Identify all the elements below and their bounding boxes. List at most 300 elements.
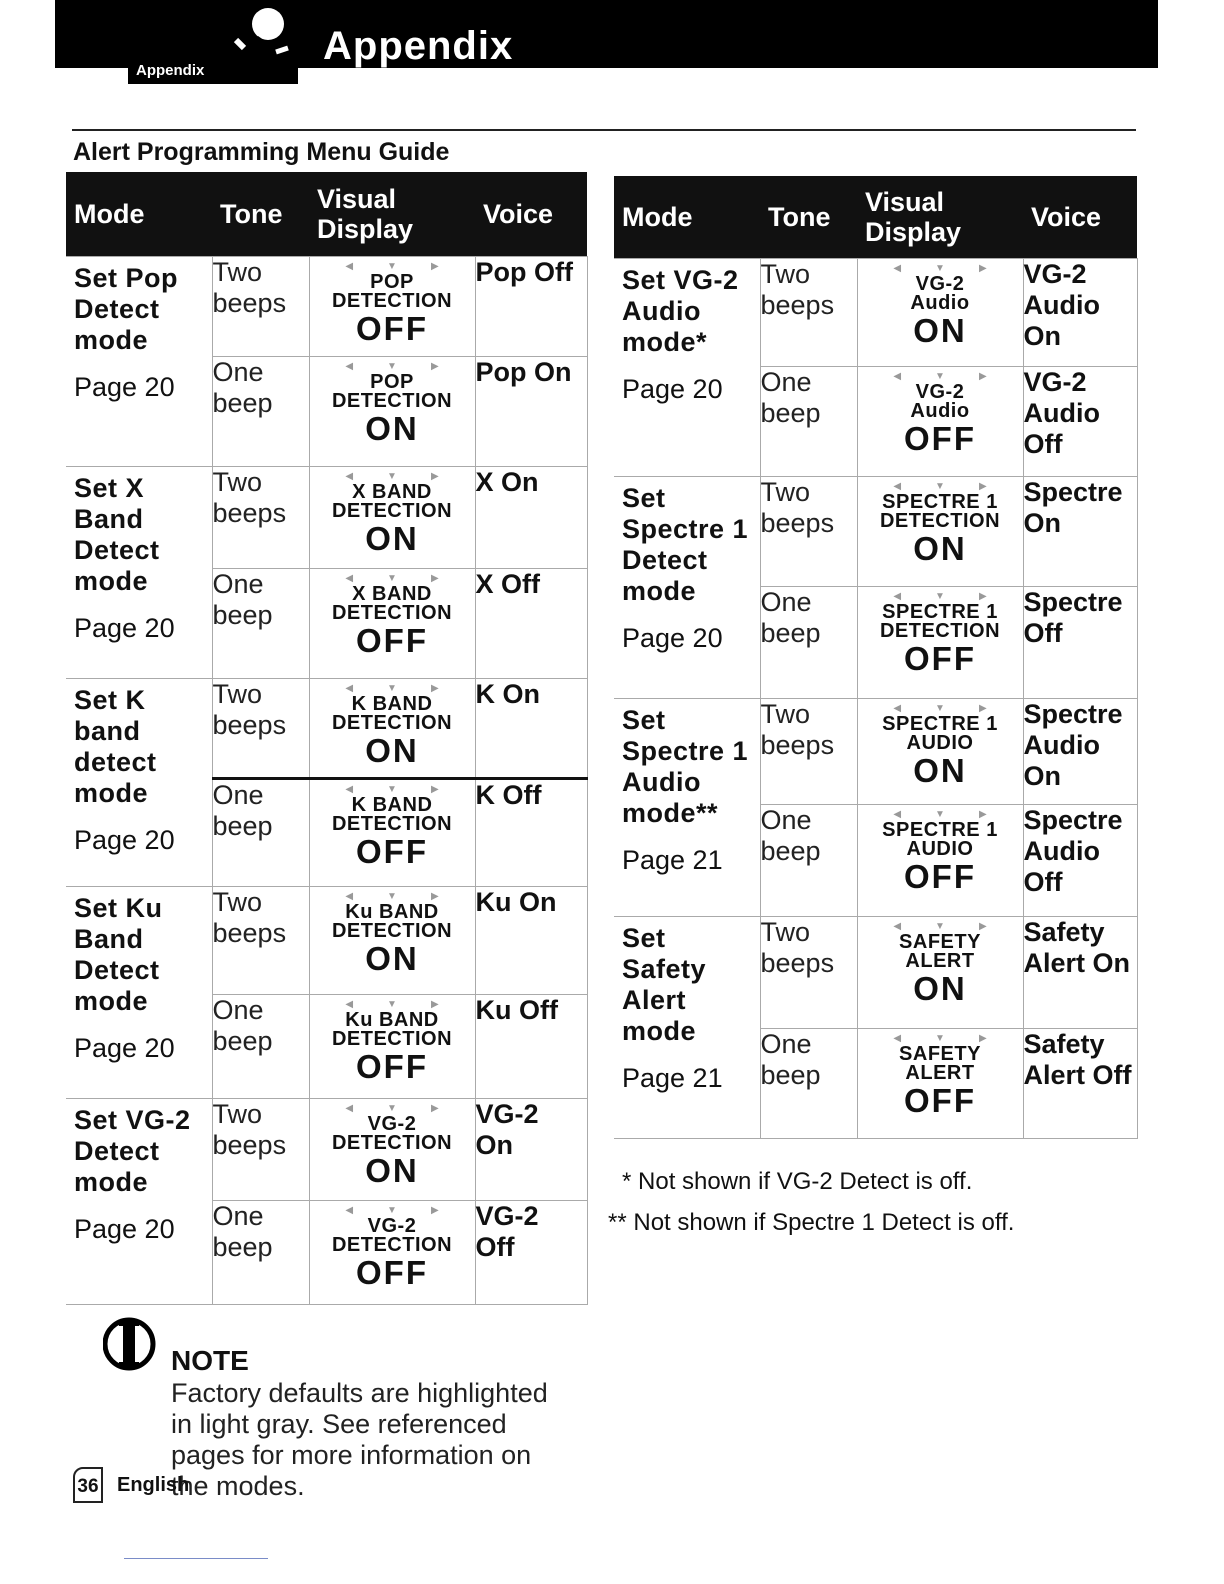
mode-name-line: mode (74, 565, 149, 596)
visual-display-cell (857, 916, 1023, 1028)
mode-cell (66, 678, 212, 886)
right-arrow-icon: ▶ (978, 590, 987, 602)
display-label-line: DETECTION (331, 601, 453, 624)
display-label-line: K BAND (351, 692, 433, 715)
tone-cell (760, 366, 857, 476)
voice-cell (475, 356, 587, 466)
voice-cell (475, 466, 587, 568)
visual-display-cell (857, 366, 1023, 476)
display-label-line: Ku BAND (345, 1008, 439, 1031)
display-label-line: SPECTRE 1 (882, 818, 998, 841)
display-state: OFF (356, 1253, 428, 1291)
visual-display-cell (857, 258, 1023, 366)
note-icon (103, 1316, 159, 1376)
col-visual-line1: Visual (317, 183, 397, 214)
tone-line: Two (212, 678, 263, 709)
mode-page-ref: Page 20 (74, 371, 175, 402)
voice-cell (475, 994, 587, 1098)
mode-name-line: Audio (622, 766, 701, 797)
right-arrow-icon: ▶ (430, 783, 439, 795)
mode-name (622, 923, 752, 1047)
footnote-mark: ** (608, 1209, 627, 1236)
display-label-line: VG-2 (367, 1112, 417, 1135)
visual-display-cell (309, 356, 475, 466)
voice-line: X On (475, 466, 539, 497)
mode-page-ref: Page 20 (622, 373, 723, 404)
mode-name-line: Set (622, 704, 666, 735)
right-arrow-icon: ▶ (430, 682, 439, 694)
display-label-line: DETECTION (331, 289, 453, 312)
visual-display-cell (857, 476, 1023, 586)
right-arrow-icon: ▶ (978, 808, 987, 820)
voice-line: Alert Off (1023, 1059, 1132, 1090)
display-label-line: POP (370, 370, 414, 393)
table-row (66, 1098, 587, 1200)
display-state: OFF (904, 857, 976, 895)
tone-line: One (760, 366, 812, 397)
mode-name-line: Set (622, 482, 666, 513)
table-row (614, 916, 1137, 1028)
mode-cell (614, 476, 760, 698)
display-state: ON (913, 751, 967, 789)
display-label-line: DETECTION (879, 619, 1001, 642)
left-arrow-icon: ◀ (893, 262, 902, 274)
tone-line: One (760, 586, 812, 617)
footnote-mark: * (622, 1168, 632, 1195)
down-arrow-icon: ▼ (387, 998, 397, 1010)
footnote-text: Not shown if VG-2 Detect is off. (638, 1168, 973, 1195)
down-arrow-icon: ▼ (387, 1204, 397, 1216)
tone-line: One (212, 1200, 264, 1231)
display-label-line: SAFETY (899, 930, 981, 953)
voice-cell (1023, 366, 1137, 476)
mode-name-line: Detect (74, 534, 160, 565)
left-arrow-icon: ◀ (345, 890, 354, 902)
tone-line: One (760, 1028, 812, 1059)
tone-line: One (212, 356, 264, 387)
col-tone: Tone (760, 176, 857, 258)
tone-line: beeps (212, 287, 287, 318)
down-arrow-icon: ▼ (387, 572, 397, 584)
bottom-divider (124, 1558, 268, 1559)
display-label-line: SPECTRE 1 (882, 712, 998, 735)
tone-cell (212, 256, 309, 356)
note-heading: NOTE (171, 1345, 249, 1376)
right-arrow-icon: ▶ (430, 890, 439, 902)
display-label-line: ALERT (905, 1061, 975, 1084)
display-label-line: POP (370, 270, 414, 293)
tone-line: beep (212, 599, 273, 630)
mode-name-line: Set Safety (622, 922, 707, 984)
mode-name-line: Detect (622, 544, 708, 575)
display-state: OFF (356, 309, 428, 347)
table-header-row (614, 176, 1137, 258)
tone-cell (760, 1028, 857, 1138)
display-label-line: VG-2 (915, 380, 965, 403)
voice-line: On (475, 1129, 513, 1160)
col-mode: Mode (614, 176, 760, 258)
tone-line: beep (212, 387, 273, 418)
right-arrow-icon: ▶ (978, 920, 987, 932)
tone-line: One (760, 804, 812, 835)
mode-name-line: Set VG-2 (74, 1104, 191, 1135)
display-state: ON (365, 519, 419, 557)
voice-line: VG-2 (1023, 366, 1087, 397)
display-state: ON (913, 311, 967, 349)
display-state: OFF (904, 639, 976, 677)
mode-name-line: Audio (622, 295, 701, 326)
voice-line: Ku On (475, 886, 557, 917)
mode-name (74, 685, 204, 809)
display-label-line: SAFETY (899, 1042, 981, 1065)
mode-name-line: Set K band (74, 684, 146, 746)
tone-line: beeps (760, 289, 835, 320)
tone-line: beeps (212, 497, 287, 528)
down-arrow-icon: ▼ (935, 1032, 945, 1044)
mode-name-line: detect (74, 746, 157, 777)
left-arrow-icon: ◀ (893, 480, 902, 492)
left-arrow-icon: ◀ (893, 808, 902, 820)
visual-display-cell (309, 256, 475, 356)
visual-display-cell (309, 1098, 475, 1200)
display-state: ON (913, 529, 967, 567)
tone-cell (212, 994, 309, 1098)
voice-cell (475, 1200, 587, 1304)
mode-name (622, 265, 752, 358)
voice-line: VG-2 (475, 1200, 539, 1231)
mode-cell (66, 886, 212, 1098)
tone-line: Two (212, 256, 263, 287)
mode-name-line: Alert mode (622, 984, 697, 1046)
mode-name (74, 473, 204, 597)
col-visual-line2: Display (865, 216, 962, 247)
tone-cell (212, 886, 309, 994)
voice-line: Off (475, 1231, 515, 1262)
note-body: Factory defaults are highlighted in light gray. See referenced pages for more information on the modes. (171, 1378, 548, 1501)
mode-name-line: Detect (74, 293, 160, 324)
display-label-line: DETECTION (331, 1233, 453, 1256)
voice-cell (1023, 586, 1137, 698)
voice-line: VG-2 (1023, 258, 1087, 289)
display-label-line: X BAND (352, 582, 432, 605)
voice-cell (475, 886, 587, 994)
voice-cell (1023, 916, 1137, 1028)
voice-line: VG-2 (475, 1098, 539, 1129)
section-tab: Appendix (128, 58, 298, 84)
tone-cell (212, 678, 309, 778)
left-arrow-icon: ◀ (345, 260, 354, 272)
left-arrow-icon: ◀ (345, 998, 354, 1010)
voice-line: Audio Off (1023, 835, 1100, 897)
tone-line: beep (212, 1231, 273, 1262)
mode-name-line: mode (74, 985, 149, 1016)
down-arrow-icon: ▼ (935, 702, 945, 714)
guide-title: Alert Programming Menu Guide (73, 138, 450, 166)
visual-display-cell (309, 568, 475, 678)
mode-page-ref: Page 21 (622, 1062, 723, 1093)
voice-line: Off (1023, 617, 1063, 648)
voice-line: Audio Off (1023, 397, 1100, 459)
voice-cell (1023, 258, 1137, 366)
right-arrow-icon: ▶ (978, 262, 987, 274)
tone-line: One (212, 994, 264, 1025)
voice-line: K On (475, 678, 540, 709)
col-visual-line2: Display (317, 213, 414, 244)
mode-name (622, 705, 752, 829)
down-arrow-icon: ▼ (935, 370, 945, 382)
mode-name (622, 483, 752, 607)
voice-cell (475, 1098, 587, 1200)
left-arrow-icon: ◀ (345, 572, 354, 584)
voice-line: K Off (475, 779, 542, 810)
voice-cell (1023, 476, 1137, 586)
voice-line: Ku Off (475, 994, 558, 1025)
mode-name-line: Set VG-2 (622, 264, 739, 295)
mode-cell (614, 916, 760, 1138)
mode-name-line: Detect (74, 954, 160, 985)
display-label-line: DETECTION (331, 389, 453, 412)
mode-cell (66, 256, 212, 466)
down-arrow-icon: ▼ (387, 470, 397, 482)
display-label-line: VG-2 (367, 1214, 417, 1237)
display-state: OFF (904, 419, 976, 457)
left-arrow-icon: ◀ (893, 702, 902, 714)
tone-cell (212, 466, 309, 568)
down-arrow-icon: ▼ (935, 920, 945, 932)
footnote-spectre (608, 1209, 1014, 1237)
display-state: ON (365, 731, 419, 769)
table-row (614, 698, 1137, 804)
col-voice: Voice (475, 172, 587, 256)
voice-line: Spectre (1023, 476, 1123, 507)
visual-display-cell (857, 586, 1023, 698)
display-label-line: Ku BAND (345, 900, 439, 923)
display-label-line: SPECTRE 1 (882, 490, 998, 513)
voice-line: Safety (1023, 916, 1105, 947)
tone-line: Two (760, 476, 811, 507)
display-state: OFF (356, 621, 428, 659)
display-label-line: X BAND (352, 480, 432, 503)
mode-page-ref: Page 21 (622, 844, 723, 875)
tone-line: Two (212, 466, 263, 497)
table-header-row (66, 172, 587, 256)
mode-name (74, 893, 204, 1017)
voice-line: Spectre (1023, 804, 1123, 835)
mode-name-line: Spectre 1 (622, 735, 749, 766)
tone-line: beep (760, 835, 821, 866)
mode-page-ref: Page 20 (74, 1213, 175, 1244)
mode-name-line: Set Ku (74, 892, 163, 923)
display-label-line: DETECTION (331, 812, 453, 835)
right-alert-table (614, 176, 1138, 1139)
appendix-icon (228, 2, 298, 62)
tone-line: Two (760, 258, 811, 289)
tone-line: beeps (212, 709, 287, 740)
tone-line: beep (212, 810, 273, 841)
visual-display-cell (309, 1200, 475, 1304)
voice-line: Spectre (1023, 698, 1123, 729)
footnote-text: Not shown if Spectre 1 Detect is off. (633, 1209, 1015, 1236)
visual-display-cell (309, 778, 475, 886)
tone-line: beep (760, 617, 821, 648)
down-arrow-icon: ▼ (387, 783, 397, 795)
voice-line: Pop Off (475, 256, 573, 287)
display-label-line: VG-2 (915, 272, 965, 295)
table-row (66, 678, 587, 778)
down-arrow-icon: ▼ (387, 682, 397, 694)
voice-line: Safety (1023, 1028, 1105, 1059)
mode-name-line: mode* (622, 326, 708, 357)
voice-cell (475, 256, 587, 356)
page-language: English (117, 1474, 190, 1496)
col-voice: Voice (1023, 176, 1137, 258)
col-visual-display (857, 176, 1023, 258)
tone-line: beeps (212, 1129, 287, 1160)
voice-line: Spectre (1023, 586, 1123, 617)
voice-cell (475, 678, 587, 778)
table-row (66, 886, 587, 994)
right-arrow-icon: ▶ (430, 1204, 439, 1216)
mode-name-line: Set X Band (74, 472, 145, 534)
mode-page-ref: Page 20 (74, 824, 175, 855)
voice-line: X Off (475, 568, 540, 599)
left-arrow-icon: ◀ (345, 1102, 354, 1114)
mode-name-line: Spectre 1 (622, 513, 749, 544)
display-state: ON (913, 969, 967, 1007)
mode-page-ref: Page 20 (622, 622, 723, 653)
visual-display-cell (309, 886, 475, 994)
display-label-line: Audio (910, 399, 970, 422)
tone-cell (760, 476, 857, 586)
voice-cell (1023, 804, 1137, 916)
mode-name-line: mode (74, 1166, 149, 1197)
mode-name-line: Detect (74, 1135, 160, 1166)
right-arrow-icon: ▶ (978, 370, 987, 382)
left-arrow-icon: ◀ (345, 1204, 354, 1216)
tone-cell (212, 778, 309, 886)
col-visual-line1: Visual (865, 186, 945, 217)
display-label-line: AUDIO (906, 837, 974, 860)
down-arrow-icon: ▼ (935, 590, 945, 602)
tone-cell (212, 568, 309, 678)
tone-line: beep (760, 1059, 821, 1090)
display-state: OFF (356, 1047, 428, 1085)
voice-line: Audio On (1023, 289, 1100, 351)
display-label-line: K BAND (351, 793, 433, 816)
display-label-line: DETECTION (331, 1027, 453, 1050)
down-arrow-icon: ▼ (387, 360, 397, 372)
mode-page-ref: Page 20 (74, 612, 175, 643)
tone-line: One (212, 568, 264, 599)
right-arrow-icon: ▶ (430, 470, 439, 482)
display-state: ON (365, 1151, 419, 1189)
mode-name-line: mode (74, 777, 149, 808)
visual-display-cell (309, 466, 475, 568)
down-arrow-icon: ▼ (387, 890, 397, 902)
display-label-line: DETECTION (879, 509, 1001, 532)
display-label-line: ALERT (905, 949, 975, 972)
voice-line: Alert On (1023, 947, 1131, 978)
tone-line: beeps (760, 729, 835, 760)
tone-line: beeps (760, 947, 835, 978)
left-arrow-icon: ◀ (893, 1032, 902, 1044)
table-row (66, 466, 587, 568)
display-state: ON (365, 409, 419, 447)
left-arrow-icon: ◀ (345, 682, 354, 694)
tone-cell (760, 586, 857, 698)
mode-name-line: Set Pop (74, 262, 179, 293)
right-arrow-icon: ▶ (978, 1032, 987, 1044)
tone-cell (760, 916, 857, 1028)
footnote-vg2 (622, 1168, 972, 1196)
voice-cell (475, 778, 587, 886)
voice-line: Audio On (1023, 729, 1100, 791)
mode-cell (66, 1098, 212, 1304)
visual-display-cell (857, 698, 1023, 804)
tone-cell (760, 804, 857, 916)
right-arrow-icon: ▶ (978, 480, 987, 492)
mode-name-line: mode** (622, 797, 719, 828)
tone-line: beep (760, 397, 821, 428)
col-visual-display (309, 172, 475, 256)
left-alert-table (66, 172, 588, 1305)
display-label-line: SPECTRE 1 (882, 600, 998, 623)
table-row (614, 258, 1137, 366)
mode-name-line: mode (622, 575, 697, 606)
down-arrow-icon: ▼ (935, 808, 945, 820)
left-arrow-icon: ◀ (345, 360, 354, 372)
display-label-line: DETECTION (331, 919, 453, 942)
voice-line: On (1023, 507, 1061, 538)
display-state: ON (365, 939, 419, 977)
down-arrow-icon: ▼ (935, 480, 945, 492)
right-arrow-icon: ▶ (430, 1102, 439, 1114)
mode-page-ref: Page 20 (74, 1032, 175, 1063)
left-arrow-icon: ◀ (345, 783, 354, 795)
mode-cell (614, 258, 760, 476)
voice-cell (1023, 698, 1137, 804)
left-arrow-icon: ◀ (893, 370, 902, 382)
title-rule (72, 129, 1136, 131)
table-row (66, 256, 587, 356)
right-arrow-icon: ▶ (978, 702, 987, 714)
tone-cell (212, 1200, 309, 1304)
tone-cell (760, 258, 857, 366)
tone-line: Two (212, 1098, 263, 1129)
tone-cell (212, 1098, 309, 1200)
left-arrow-icon: ◀ (345, 470, 354, 482)
mode-name (74, 1105, 204, 1198)
visual-display-cell (857, 804, 1023, 916)
tone-line: beeps (212, 917, 287, 948)
table-row (614, 476, 1137, 586)
tone-cell (760, 698, 857, 804)
tone-line: Two (760, 916, 811, 947)
display-label-line: DETECTION (331, 711, 453, 734)
visual-display-cell (309, 678, 475, 778)
mode-name (74, 263, 204, 356)
visual-display-cell (309, 994, 475, 1098)
display-label-line: DETECTION (331, 499, 453, 522)
tone-line: One (212, 779, 264, 810)
tone-line: Two (212, 886, 263, 917)
mode-name-line: Band (74, 923, 144, 954)
display-state: OFF (356, 832, 428, 870)
voice-cell (1023, 1028, 1137, 1138)
voice-line: Pop On (475, 356, 572, 387)
voice-cell (475, 568, 587, 678)
right-arrow-icon: ▶ (430, 998, 439, 1010)
